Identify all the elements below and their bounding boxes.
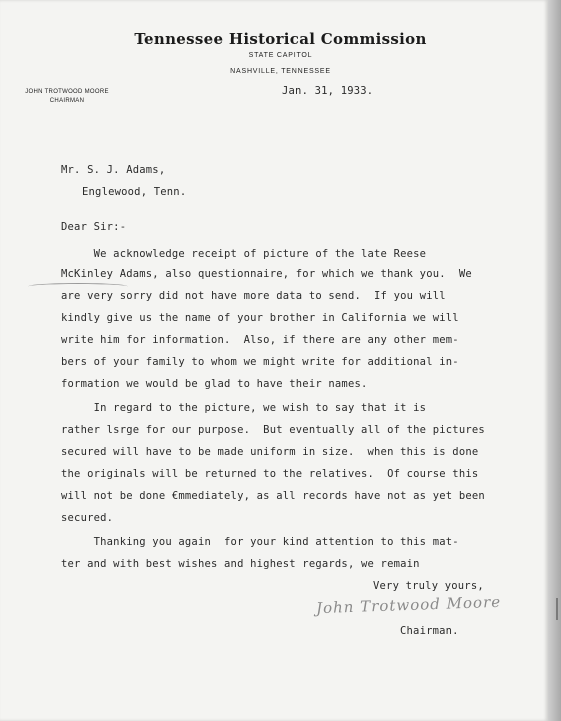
recipient-name: Mr. S. J. Adams,	[61, 164, 166, 176]
handwritten-signature: John Trotwood Moore	[315, 592, 502, 618]
chairman-name: JOHN TROTWOOD MOORE	[25, 89, 109, 95]
body-line: are very sorry did not have more data to send. If you will	[61, 290, 446, 302]
letterhead-line-2: NASHVILLE, TENNESSEE	[230, 68, 331, 75]
page-edge-shadow	[548, 0, 561, 721]
recipient-city: Englewood, Tenn.	[82, 186, 187, 198]
body-line: Thanking you again for your kind attention to this mat-	[61, 536, 459, 548]
body-line: write him for information. Also, if there are any other mem-	[61, 334, 459, 346]
letterhead-line-1: STATE CAPITOL	[248, 52, 313, 59]
chairman-title: CHAIRMAN	[49, 98, 85, 104]
body-line: formation we would be glad to have their names.	[61, 378, 368, 390]
body-line: In regard to the picture, we wish to say that it is	[61, 402, 427, 414]
letterhead-title: Tennessee Historical Commission	[134, 30, 427, 48]
body-line: McKinley Adams, also questionnaire, for which we thank you. We	[61, 268, 472, 280]
page-margin-mark	[556, 598, 558, 620]
body-line: kindly give us the name of your brother in California we will	[61, 312, 459, 324]
body-line: secured.	[61, 512, 114, 524]
signer-title: Chairman.	[400, 625, 459, 637]
body-line: bers of your family to whom we might write for additional in-	[61, 356, 459, 368]
body-line: ter and with best wishes and highest regards, we remain	[61, 558, 420, 570]
body-line: secured will have to be made uniform in size. when this is done	[61, 446, 479, 458]
salutation: Dear Sir:-	[61, 221, 127, 233]
body-line: will not be done €mmediately, as all records have not as yet been	[61, 490, 485, 502]
hand-underline-mark	[28, 283, 128, 290]
body-line: the originals will be returned to the relatives. Of course this	[61, 468, 479, 480]
body-line: We acknowledge receipt of picture of the late Reese	[61, 248, 427, 260]
closing: Very truly yours,	[373, 580, 484, 592]
body-line: rather lsrge for our purpose. But eventually all of the pictures	[61, 424, 485, 436]
letter-date: Jan. 31, 1933.	[282, 85, 374, 97]
